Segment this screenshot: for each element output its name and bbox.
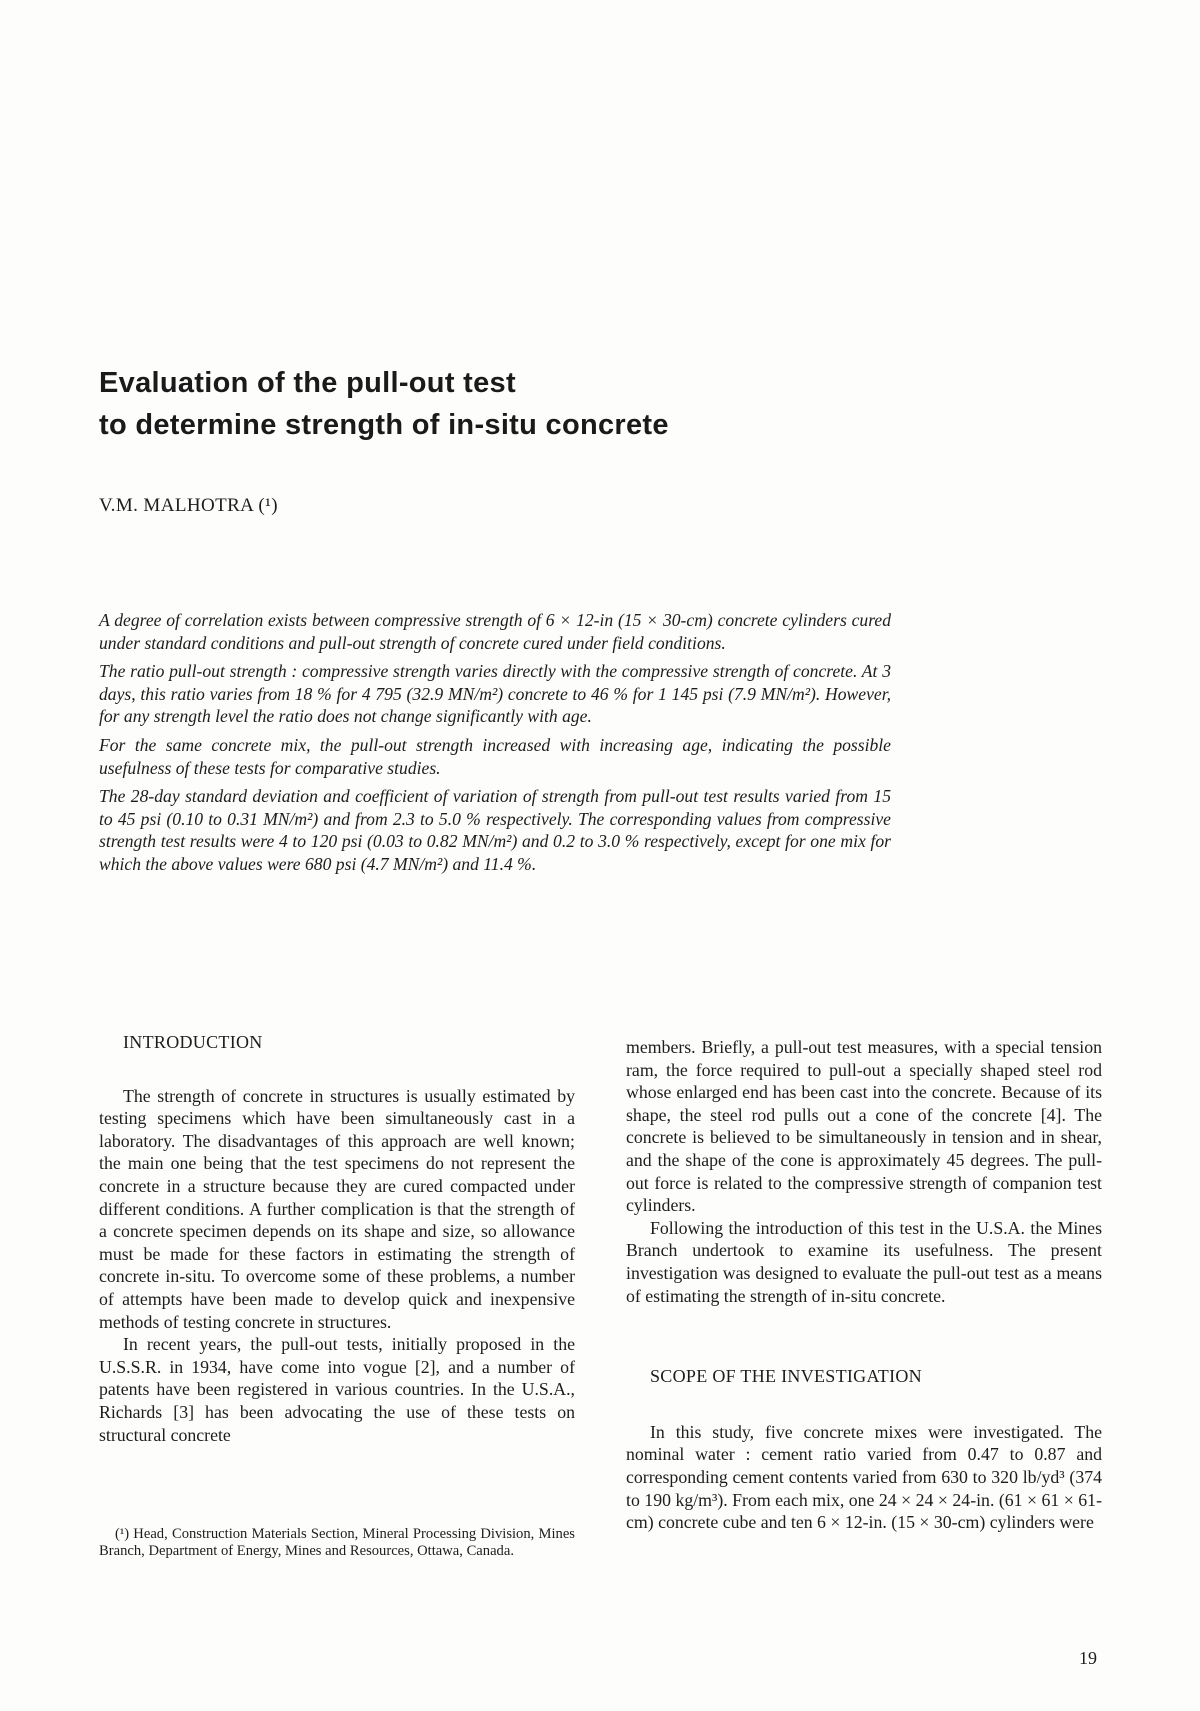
scope-paragraph: In this study, five concrete mixes were investigated. The nominal water : cement ratio varied from 0.47 to 0.87 and corresponding cement contents varied from 630 to 320 lb/yd³ (374 to 190 kg/m³). From each mix, one 24 × 24 × 24-in. (61 × 61 × 61-cm) concrete cube and ten 6 × 12-in. (15 × 30-cm) cylinders were bbox=[626, 1421, 1102, 1533]
paper-title bbox=[99, 362, 999, 446]
introduction-continuation-1: members. Briefly, a pull-out test measures, with a special tension ram, the force required to pull-out a specially shaped steel rod whose enlarged end has been cast into the concrete. Because of its shape, the steel rod pulls out a cone of the concrete [4]. The concrete is believed to be simultaneously in tension and in shear, and the shape of the cone is approximately 45 degrees. The pull-out force is related to the compressive strength of companion test cylinders. bbox=[626, 1037, 1102, 1216]
right-column bbox=[626, 1036, 1102, 1534]
left-column bbox=[99, 1031, 575, 1446]
footnote: (¹) Head, Construction Materials Section, Mineral Processing Division, Mines Branch, Department of Energy, Mines and Resources, Ottawa, Canada. bbox=[99, 1526, 575, 1559]
abstract-paragraph-1: A degree of correlation exists between compressive strength of 6 × 12-in (15 × 30-cm) concrete cylinders cured under standard conditions and pull-out strength of concrete cured under field conditions. bbox=[99, 610, 891, 653]
abstract-paragraph-4: The 28-day standard deviation and coefficient of variation of strength from pull-out test results varied from 15 to 45 psi (0.10 to 0.31 MN/m²) and from 2.3 to 5.0 % respectively. The corresponding values from compressive strength test results were 4 to 120 psi (0.03 to 0.82 MN/m²) and 0.2 to 3.0 % respectively, except for one mix for which the above values were 680 psi (4.7 MN/m²) and 11.4 %. bbox=[99, 786, 891, 874]
abstract-paragraph-2: The ratio pull-out strength : compressive strength varies directly with the compressive strength of concrete. At 3 days, this ratio varies from 18 % for 4 795 (32.9 MN/m²) concrete to 46 % for 1 145 psi (7.9 MN/m²). However, for any strength level the ratio does not change significantly with age. bbox=[99, 661, 891, 727]
introduction-continuation-2: Following the introduction of this test in the U.S.A. the Mines Branch undertook to examine its usefulness. The present investigation was designed to evaluate the pull-out test as a means of estimating the strength of in-situ concrete. bbox=[626, 1217, 1102, 1306]
title-line-2: to determine strength of in-situ concrete bbox=[99, 409, 669, 441]
title-line-1: Evaluation of the pull-out test bbox=[99, 367, 516, 399]
introduction-paragraph-2: In recent years, the pull-out tests, initially proposed in the U.S.S.R. in 1934, have come into vogue [2], and a number of patents have been registered in various countries. In the U.S.A., Richards [3] has been advocating the use of these tests on structural concrete bbox=[99, 1334, 575, 1445]
introduction-paragraph-1: The strength of concrete in structures is usually estimated by testing specimens which have been simultaneously cast in a laboratory. The disadvantages of this approach are well known; the main one being that the test specimens do not represent the concrete in a structure because they are cured compacted under different conditions. A further complication is that the strength of a concrete specimen depends on its shape and size, so allowance must be made for these factors in estimating the strength of concrete in-situ. To overcome some of these problems, a number of attempts have been made to develop quick and inexpensive methods of testing concrete in structures. bbox=[99, 1085, 575, 1332]
abstract bbox=[99, 609, 891, 882]
page-number: 19 bbox=[1079, 1648, 1097, 1668]
abstract-paragraph-3: For the same concrete mix, the pull-out strength increased with increasing age, indicating the possible usefulness of these tests for comparative studies. bbox=[99, 734, 891, 778]
scope-heading: SCOPE OF THE INVESTIGATION bbox=[650, 1366, 922, 1387]
author-name: V.M. MALHOTRA (¹) bbox=[99, 495, 278, 516]
introduction-heading: INTRODUCTION bbox=[123, 1032, 263, 1052]
